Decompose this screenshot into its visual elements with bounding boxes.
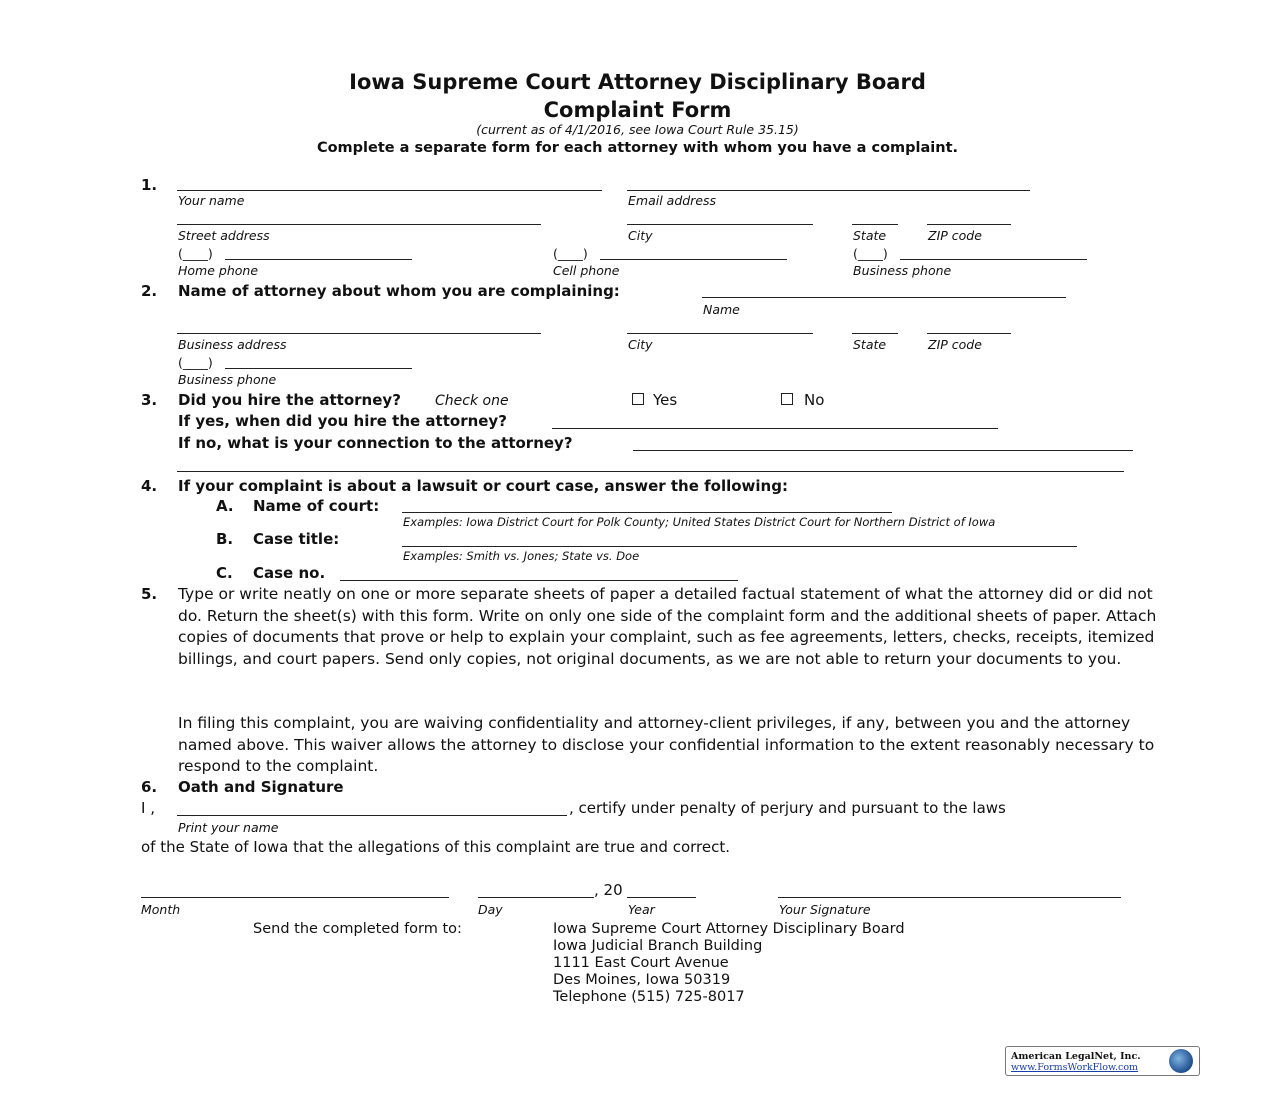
court-name-examples: Examples: Iowa District Court for Polk County; United States District Court for Northern District of Iowa bbox=[403, 515, 996, 529]
section-2-number: 2. bbox=[141, 282, 158, 300]
your-name-label: Your name bbox=[178, 193, 245, 208]
address-line: Iowa Supreme Court Attorney Disciplinary Board bbox=[553, 921, 905, 937]
case-title-label: Case title: bbox=[253, 530, 340, 548]
attorney-business-phone-field[interactable] bbox=[225, 368, 412, 369]
home-phone-area-code: (____) bbox=[178, 246, 213, 261]
connection-field-continued[interactable] bbox=[177, 471, 1124, 472]
business-phone-label: Business phone bbox=[853, 263, 952, 278]
cell-phone-field[interactable] bbox=[600, 259, 787, 260]
business-phone-field[interactable] bbox=[900, 259, 1087, 260]
attorney-zip-field[interactable] bbox=[927, 333, 1011, 334]
form-title: Iowa Supreme Court Attorney Disciplinary Board bbox=[349, 70, 926, 94]
oath-heading: Oath and Signature bbox=[178, 778, 344, 796]
home-phone-label: Home phone bbox=[178, 263, 259, 278]
publisher-link[interactable]: www.FormsWorkFlow.com bbox=[1011, 1062, 1139, 1073]
yes-label: Yes bbox=[653, 391, 678, 409]
attorney-name-question: Name of attorney about whom you are complaining: bbox=[178, 282, 620, 300]
case-number-field[interactable] bbox=[340, 580, 738, 581]
attorney-state-label: State bbox=[853, 337, 887, 352]
hire-date-question: If yes, when did you hire the attorney? bbox=[178, 412, 507, 430]
attorney-business-phone-label: Business phone bbox=[178, 372, 277, 387]
year-field[interactable] bbox=[627, 897, 696, 898]
form-instruction: Complete a separate form for each attorney with whom you have a complaint. bbox=[316, 140, 959, 156]
cell-phone-label: Cell phone bbox=[553, 263, 620, 278]
address-line: Telephone (515) 725-8017 bbox=[553, 989, 745, 1005]
signature-field[interactable] bbox=[778, 897, 1121, 898]
day-field[interactable] bbox=[478, 897, 594, 898]
state-field[interactable] bbox=[852, 224, 898, 225]
item-b-letter: B. bbox=[216, 530, 234, 548]
section-4-number: 4. bbox=[141, 477, 158, 495]
oath-i: I , bbox=[141, 799, 155, 817]
print-name-field[interactable] bbox=[177, 815, 567, 816]
month-label: Month bbox=[141, 902, 181, 917]
attorney-city-label: City bbox=[628, 337, 653, 352]
attorney-name-field[interactable] bbox=[702, 297, 1066, 298]
attorney-business-address-field[interactable] bbox=[177, 333, 541, 334]
email-field[interactable] bbox=[627, 190, 1030, 191]
street-address-label: Street address bbox=[178, 228, 270, 243]
home-phone-field[interactable] bbox=[225, 259, 412, 260]
year-label: Year bbox=[628, 902, 655, 917]
publisher-badge bbox=[1005, 1046, 1200, 1076]
email-label: Email address bbox=[628, 193, 717, 208]
print-name-label: Print your name bbox=[178, 820, 279, 835]
privilege-waiver-notice: In filing this complaint, you are waiving confidentiality and attorney-client privileges, if any, between you and the attorney named above. This waiver allows the attorney to disclose your confidential information to the extent reasonably necessary to respond to the complaint. bbox=[178, 714, 1155, 776]
case-number-label: Case no. bbox=[253, 564, 326, 582]
section-1-number: 1. bbox=[141, 176, 158, 194]
send-to-label: Send the completed form to: bbox=[253, 921, 462, 937]
attorney-zip-label: ZIP code bbox=[928, 337, 982, 352]
zip-label: ZIP code bbox=[928, 228, 982, 243]
publisher-name: American LegalNet, Inc. bbox=[1011, 1051, 1141, 1062]
revision-note: (current as of 4/1/2016, see Iowa Court Rule 35.15) bbox=[476, 122, 799, 137]
globe-icon bbox=[1169, 1049, 1193, 1073]
oath-statement: of the State of Iowa that the allegations of this complaint are true and correct. bbox=[141, 838, 730, 856]
case-title-field[interactable] bbox=[402, 546, 1077, 547]
hire-date-field[interactable] bbox=[552, 428, 998, 429]
attorney-city-field[interactable] bbox=[627, 333, 813, 334]
no-label: No bbox=[804, 391, 825, 409]
court-name-field[interactable] bbox=[402, 512, 892, 513]
signature-label: Your Signature bbox=[779, 902, 871, 917]
section-3-number: 3. bbox=[141, 391, 158, 409]
year-prefix: , 20 bbox=[594, 881, 623, 899]
street-address-field[interactable] bbox=[177, 224, 541, 225]
item-c-letter: C. bbox=[216, 564, 233, 582]
case-title-examples: Examples: Smith vs. Jones; State vs. Doe bbox=[403, 549, 640, 563]
form-subtitle-title: Complaint Form bbox=[543, 98, 732, 122]
check-one-note: Check one bbox=[435, 393, 509, 409]
city-field[interactable] bbox=[627, 224, 813, 225]
attorney-business-address-label: Business address bbox=[178, 337, 287, 352]
connection-question: If no, what is your connection to the attorney? bbox=[178, 434, 573, 452]
connection-field[interactable] bbox=[633, 450, 1133, 451]
lawsuit-question: If your complaint is about a lawsuit or court case, answer the following: bbox=[178, 477, 788, 495]
attorney-phone-area-code: (____) bbox=[178, 355, 213, 370]
yes-checkbox[interactable] bbox=[632, 393, 644, 405]
certify-text: , certify under penalty of perjury and pursuant to the laws bbox=[569, 799, 1006, 817]
section-6-number: 6. bbox=[141, 778, 158, 796]
your-name-field[interactable] bbox=[177, 190, 602, 191]
address-line: Des Moines, Iowa 50319 bbox=[553, 972, 731, 988]
hire-question: Did you hire the attorney? bbox=[178, 391, 401, 409]
no-checkbox[interactable] bbox=[781, 393, 793, 405]
day-label: Day bbox=[478, 902, 503, 917]
address-line: 1111 East Court Avenue bbox=[553, 955, 729, 971]
month-field[interactable] bbox=[141, 897, 449, 898]
zip-field[interactable] bbox=[927, 224, 1011, 225]
city-label: City bbox=[628, 228, 653, 243]
statement-instructions: Type or write neatly on one or more separate sheets of paper a detailed factual statement of what the attorney did or did not do. Return the sheet(s) with this form. Write on only one side of the complaint form and the additional sheets of paper. Attach copies of documents that prove or help to explain your complaint, such as fee agreements, letters, checks, receipts, itemized billings, and court papers. Send only copies, not original documents, as we are not able to return your documents to you. bbox=[178, 585, 1157, 668]
court-name-label: Name of court: bbox=[253, 497, 380, 515]
attorney-state-field[interactable] bbox=[852, 333, 898, 334]
address-line: Iowa Judicial Branch Building bbox=[553, 938, 763, 954]
cell-phone-area-code: (____) bbox=[553, 246, 588, 261]
business-phone-area-code: (____) bbox=[853, 246, 888, 261]
section-5-number: 5. bbox=[141, 585, 158, 603]
item-a-letter: A. bbox=[216, 497, 234, 515]
attorney-name-label: Name bbox=[703, 302, 740, 317]
state-label: State bbox=[853, 228, 887, 243]
